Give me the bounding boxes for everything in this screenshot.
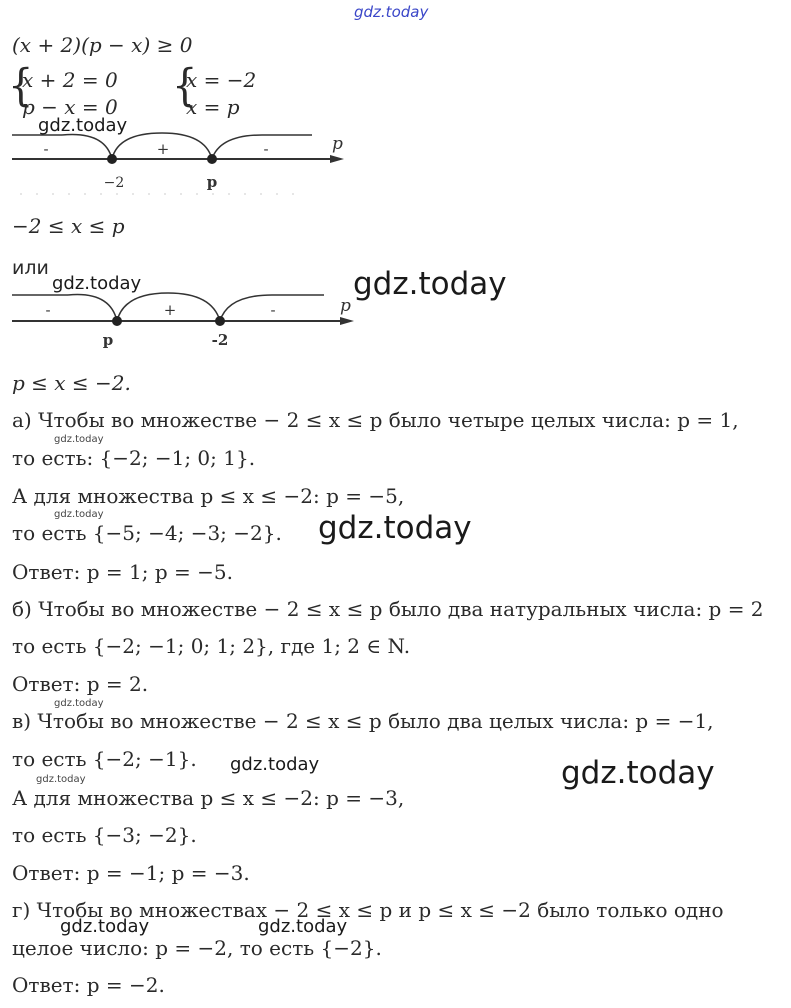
watermark: gdz.today <box>38 115 128 136</box>
part-v-line1: в) Чтобы во множестве − 2 ≤ x ≤ p было два целых числа: p = −1, <box>12 709 714 733</box>
part-b-answer: Ответ: p = 2. <box>12 672 149 696</box>
part-a-line1: а) Чтобы во множестве − 2 ≤ x ≤ p было четыре целых числа: p = 1, <box>12 408 739 432</box>
part-a-line2: то есть: {−2; −1; 0; 1}. <box>12 446 256 470</box>
system2-eq2: x = p <box>186 95 240 119</box>
watermark: gdz.today <box>258 916 348 937</box>
part-a-line4: то есть {−5; −4; −3; −2}. <box>12 521 282 545</box>
watermark-small: gdz.today <box>54 509 104 520</box>
system2-eq1: x = −2 <box>186 68 257 92</box>
sign-2: + <box>156 140 170 158</box>
system1-eq1: x + 2 = 0 <box>22 68 118 92</box>
part-a-line3: А для множества p ≤ x ≤ −2: p = −5, <box>12 484 405 508</box>
watermark: gdz.today <box>561 755 715 791</box>
point-label-1: p <box>102 331 114 349</box>
watermark: gdz.today <box>318 510 472 546</box>
inequality: (x + 2)(p − x) ≥ 0 <box>12 33 193 57</box>
sign-1: - <box>45 301 51 319</box>
point-label-1: −2 <box>103 175 125 191</box>
part-v-line3: А для множества p ≤ x ≤ −2: p = −3, <box>12 786 405 810</box>
part-g-answer: Ответ: p = −2. <box>12 973 165 997</box>
part-v-line4: то есть {−3; −2}. <box>12 823 197 847</box>
sign-2: + <box>163 301 177 319</box>
or-word: или <box>12 257 49 279</box>
number-line-1 <box>0 125 360 195</box>
system2-brace: { <box>172 60 198 112</box>
header-watermark: gdz.today <box>354 3 429 21</box>
sign-3: - <box>270 301 276 319</box>
system1-eq2: p − x = 0 <box>22 95 118 119</box>
watermark-small: gdz.today <box>54 698 104 709</box>
part-b-line2: то есть {−2; −1; 0; 1; 2}, где 1; 2 ∈ N. <box>12 634 411 658</box>
watermark: gdz.today <box>230 754 320 775</box>
part-g-line2: целое число: p = −2, то есть {−2}. <box>12 936 382 960</box>
axis-label: p <box>340 296 351 316</box>
point-label-2: p <box>206 173 218 191</box>
watermark-small: gdz.today <box>36 774 86 785</box>
part-b-line1: б) Чтобы во множестве − 2 ≤ x ≤ p было два натуральных числа: p = 2 <box>12 597 764 621</box>
case1: −2 ≤ x ≤ p <box>12 214 125 238</box>
watermark-small: gdz.today <box>54 434 104 445</box>
watermark: gdz.today <box>353 266 507 302</box>
part-g-line1: г) Чтобы во множествах − 2 ≤ x ≤ p и p ≤ x ≤ −2 было только одно <box>12 898 724 922</box>
watermark: gdz.today <box>52 273 142 294</box>
watermark: gdz.today <box>60 916 150 937</box>
system1-brace: { <box>8 60 34 112</box>
part-v-answer: Ответ: p = −1; p = −3. <box>12 861 250 885</box>
axis-label: p <box>332 134 343 154</box>
case2: p ≤ x ≤ −2. <box>12 371 131 395</box>
part-v-line2: то есть {−2; −1}. <box>12 747 197 771</box>
part-a-answer: Ответ: p = 1; p = −5. <box>12 560 233 584</box>
sign-3: - <box>263 140 269 158</box>
sign-1: - <box>43 140 49 158</box>
number-line-2 <box>0 285 370 351</box>
point-label-2: -2 <box>211 331 229 349</box>
